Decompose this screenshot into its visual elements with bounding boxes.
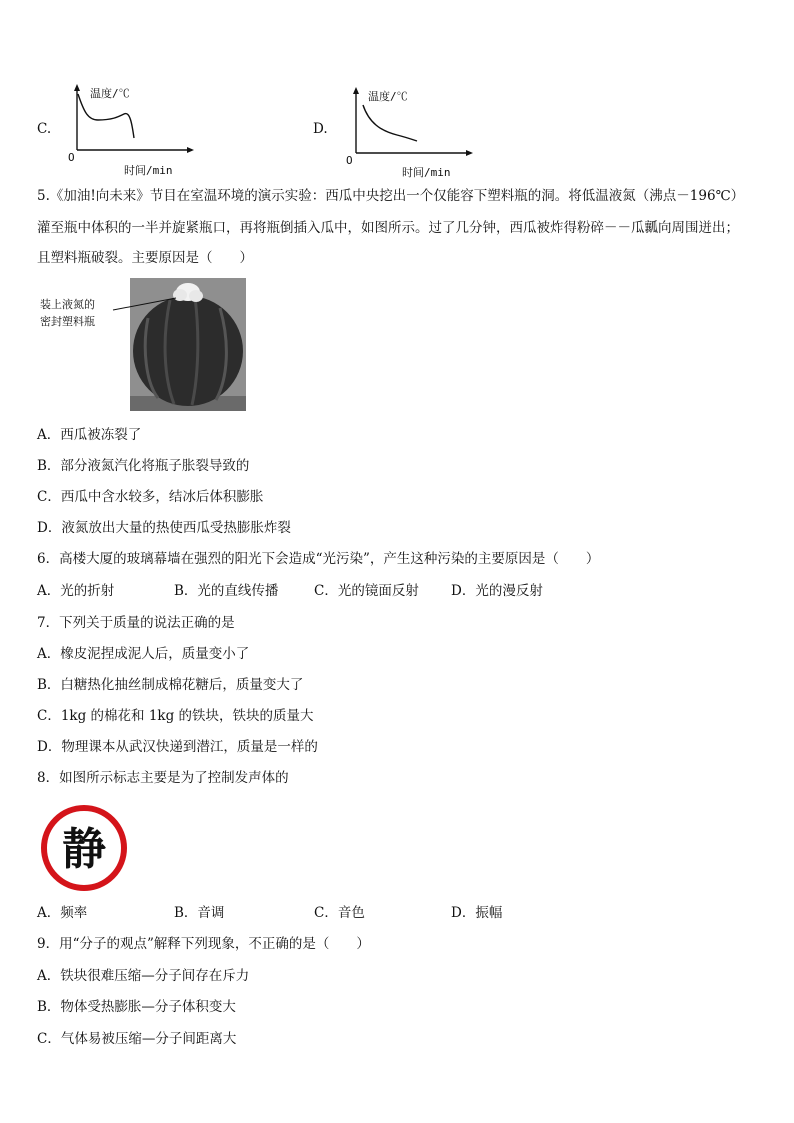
q7-stem: 7．下列关于质量的说法正确的是 (37, 615, 235, 631)
q5-stem-line-1: 5.《加油!向未来》节目在室温环境的演示实验：西瓜中央挖出一个仅能容下塑料瓶的洞。将低温液氮（沸点－196℃） (37, 188, 745, 204)
q9-option-b: B．物体受热膨胀—分子体积变大 (37, 999, 236, 1015)
graph-c-origin: O (68, 151, 75, 164)
option-c-letter: C. (37, 121, 52, 137)
q5-option-d: D．液氮放出大量的热使西瓜受热膨胀炸裂 (37, 520, 291, 536)
q8-option-c: C．音色 (314, 905, 365, 921)
q9-option-c: C．气体易被压缩—分子间距离大 (37, 1031, 237, 1047)
q5-stem-line-3: 且塑料瓶破裂。主要原因是（ ） (37, 250, 253, 266)
q7-option-b: B．白糖热化抽丝制成棉花糖后，质量变大了 (37, 677, 304, 693)
q8-option-b: B．音调 (174, 905, 225, 921)
q6-option-a: A．光的折射 (37, 583, 115, 599)
graph-c-x-label: 时间/min (124, 164, 173, 177)
q6-option-d: D．光的漫反射 (451, 583, 543, 599)
q8-stem: 8．如图所示标志主要是为了控制发声体的 (37, 770, 289, 786)
q6-option-b: B．光的直线传播 (174, 583, 279, 599)
photo-caption-line-1: 装上液氮的 (40, 298, 95, 311)
q7-option-d: D．物理课本从武汉快递到潜江，质量是一样的 (37, 739, 318, 755)
q5-stem-line-2: 灌至瓶中体积的一半并旋紧瓶口，再将瓶倒插入瓜中，如图所示。过了几分钟，西瓜被炸得粉碎－－瓜瓤向周围迸出； (37, 220, 739, 236)
q7-option-c: C．1kg 的棉花和 1kg 的铁块，铁块的质量大 (37, 708, 314, 724)
q7-option-a: A．橡皮泥捏成泥人后，质量变小了 (37, 646, 250, 662)
sign-character: 静 (62, 824, 106, 875)
q8-option-a: A．频率 (37, 905, 88, 921)
graph-d-origin: O (346, 154, 353, 167)
graph-d-x-label: 时间/min (402, 166, 451, 179)
q6-stem: 6．高楼大厦的玻璃幕墙在强烈的阳光下会造成“光污染”，产生这种污染的主要原因是（ ） (37, 551, 600, 567)
photo-caption-line-2: 密封塑料瓶 (40, 315, 95, 328)
option-d-letter: D. (313, 121, 328, 137)
q5-option-a: A．西瓜被冻裂了 (37, 427, 142, 443)
q9-stem: 9．用“分子的观点”解释下列现象，不正确的是（ ） (37, 936, 370, 952)
q8-option-d: D．振幅 (451, 905, 503, 921)
graph-c-y-label: 温度/℃ (90, 87, 130, 100)
q5-option-c: C．西瓜中含水较多，结冰后体积膨胀 (37, 489, 264, 505)
graph-d-y-label: 温度/℃ (368, 90, 408, 103)
q5-option-b: B．部分液氮汽化将瓶子胀裂导致的 (37, 458, 250, 474)
q9-option-a: A．铁块很难压缩—分子间存在斥力 (37, 968, 250, 984)
quiet-sign (40, 804, 128, 892)
q6-option-c: C．光的镜面反射 (314, 583, 419, 599)
